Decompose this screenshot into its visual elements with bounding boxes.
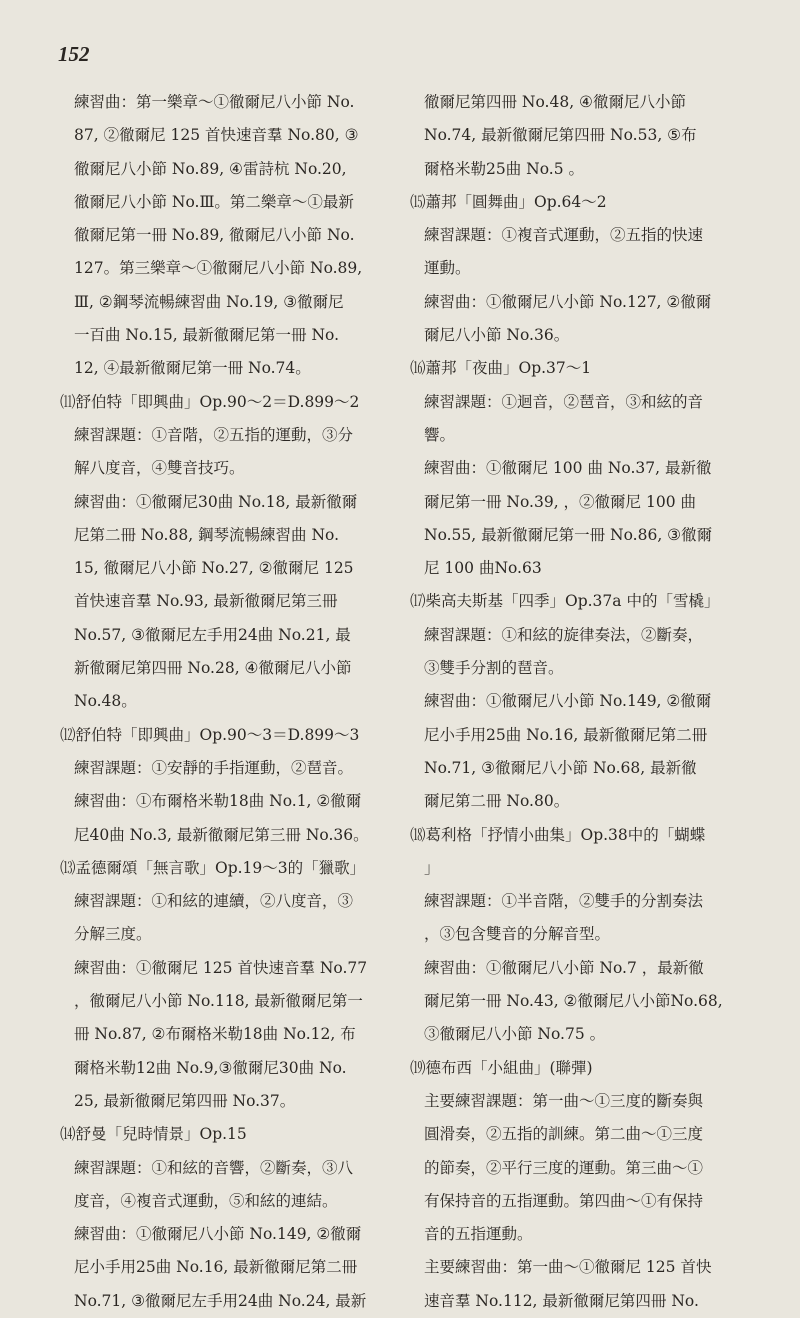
text-line: 」 bbox=[424, 858, 440, 877]
text-line: 的節奏，②平行三度的運動。第三曲～① bbox=[424, 1158, 704, 1177]
text-line: 練習課題：①迴音，②琶音，③和絃的音 bbox=[424, 392, 704, 411]
text-line: 解八度音，④雙音技巧。 bbox=[74, 459, 245, 478]
text-line: 練習曲：①徹爾尼30曲 No.18, 最新徹爾 bbox=[74, 492, 358, 511]
text-line: ，徹爾尼八小節 No.118, 最新徹爾尼第一 bbox=[74, 992, 363, 1011]
text-line: 練習曲：①布爾格米勒18曲 No.1, ②徹爾 bbox=[74, 792, 362, 811]
text-line: 徹爾尼八小節 No.89, ④雷詩杭 No.20, bbox=[74, 159, 347, 178]
text-line: 15, 徹爾尼八小節 No.27, ②徹爾尼 125 bbox=[74, 559, 354, 578]
text-line: 練習曲：①徹爾尼八小節 No.149, ②徹爾 bbox=[74, 1225, 362, 1244]
text-line: No.57, ③徹爾尼左手用24曲 No.21, 最 bbox=[74, 625, 351, 644]
text-line: No.55, 最新徹爾尼第一冊 No.86, ③徹爾 bbox=[424, 525, 713, 544]
text-line: ③徹爾尼八小節 No.75 。 bbox=[424, 1025, 606, 1044]
text-line: 運動。 bbox=[424, 259, 471, 278]
text-line: 練習課題：①半音階，②雙手的分割奏法 bbox=[424, 892, 704, 911]
text-line: 爾尼第一冊 No.39, ，②徹爾尼 100 曲 bbox=[424, 492, 696, 511]
text-line: ⒄柴高夫斯基「四季」Op.37a 中的「雪橇」 bbox=[410, 592, 720, 611]
text-line: 練習課題：①和絃的音響，②斷奏，③八 bbox=[74, 1158, 354, 1177]
text-line: 尼小手用25曲 No.16, 最新徹爾尼第二冊 bbox=[424, 725, 708, 744]
text-line: No.48。 bbox=[74, 692, 137, 711]
text-line: 音的五指運動。 bbox=[424, 1225, 533, 1244]
text-line: 徹爾尼第四冊 No.48, ④徹爾尼八小節 bbox=[424, 93, 686, 111]
text-line: 練習曲：①徹爾尼 125 首快速音羣 No.77 bbox=[74, 958, 368, 977]
text-line: 練習課題：①複音式運動，②五指的快速 bbox=[424, 226, 704, 245]
text-line: 圓滑奏，②五指的訓練。第二曲～①三度 bbox=[424, 1125, 704, 1144]
text-line: 主要練習課題：第一曲～①三度的斷奏與 bbox=[424, 1091, 704, 1110]
text-line: 爾格米勒12曲 No.9,③徹爾尼30曲 No. bbox=[74, 1058, 347, 1077]
text-line: 練習曲：①徹爾尼 100 曲 No.37, 最新徹 bbox=[424, 459, 712, 478]
text-line: 12, ④最新徹爾尼第一冊 No.74。 bbox=[74, 359, 311, 378]
text-line: 一百曲 No.15, 最新徹爾尼第一冊 No. bbox=[74, 326, 340, 345]
text-line: 練習課題：①和絃的連續，②八度音，③ bbox=[74, 892, 354, 911]
text-line: 新徹爾尼第四冊 No.28, ④徹爾尼八小節 bbox=[74, 659, 352, 678]
text-line: 徹爾尼第一冊 No.89, 徹爾尼八小節 No. bbox=[74, 226, 355, 245]
text-line: ⒀孟德爾頌「無言歌」Op.19～3的「獵歌」 bbox=[60, 858, 366, 877]
text-line: ③雙手分割的琶音。 bbox=[424, 659, 564, 678]
text-line: No.74, 最新徹爾尼第四冊 No.53, ⑤布 bbox=[424, 126, 697, 145]
text-line: 練習課題：①和絃的旋律奏法，②斷奏， bbox=[424, 625, 704, 644]
text-line: 練習曲：①徹爾尼八小節 No.127, ②徹爾 bbox=[424, 292, 712, 311]
text-line: 徹爾尼八小節 No.Ⅲ。第二樂章～①最新 bbox=[74, 192, 354, 211]
text-line: 首快速音羣 No.93, 最新徹爾尼第三冊 bbox=[74, 592, 338, 611]
text-line: ⒆德布西「小組曲」(聯彈) bbox=[410, 1058, 593, 1077]
text-line: 響。 bbox=[424, 425, 456, 444]
text-line: 練習課題：①安靜的手指運動，②琶音。 bbox=[74, 758, 354, 777]
left-column bbox=[60, 86, 382, 1318]
text-line: 練習曲：①徹爾尼八小節 No.149, ②徹爾 bbox=[424, 692, 712, 711]
text-line: 分解三度。 bbox=[74, 925, 152, 944]
text-line: 練習曲：①徹爾尼八小節 No.7 ，最新徹 bbox=[424, 958, 704, 977]
text-line: 87, ②徹爾尼 125 首快速音羣 No.80, ③ bbox=[74, 126, 359, 145]
text-line: 尼小手用25曲 No.16, 最新徹爾尼第二冊 bbox=[74, 1258, 358, 1277]
text-line: 主要練習曲：第一曲～①徹爾尼 125 首快 bbox=[424, 1258, 712, 1277]
text-line: ⑾舒伯特「即興曲」Op.90～2＝D.899～2 bbox=[60, 392, 360, 411]
text-line: 練習曲：第一樂章～①徹爾尼八小節 No. bbox=[74, 93, 355, 111]
text-line: 127。第三樂章～①徹爾尼八小節 No.89, bbox=[74, 259, 363, 278]
text-line: 尼 100 曲No.63 bbox=[424, 559, 542, 578]
text-line: 練習課題：①音階，②五指的運動，③分 bbox=[74, 425, 354, 444]
text-line: 爾尼第一冊 No.43, ②徹爾尼八小節No.68, bbox=[424, 992, 723, 1011]
text-line: 速音羣 No.112, 最新徹爾尼第四冊 No. bbox=[424, 1291, 699, 1310]
page-number: 152 bbox=[58, 42, 90, 66]
text-line: ⑿舒伯特「即興曲」Op.90～3＝D.899～3 bbox=[60, 725, 360, 744]
text-line: No.71, ③徹爾尼八小節 No.68, 最新徹 bbox=[424, 758, 697, 777]
text-line: 度音，④複音式運動，⑤和絃的連結。 bbox=[74, 1191, 338, 1210]
text-line: ⒂蕭邦「圓舞曲」Op.64～2 bbox=[410, 192, 607, 211]
text-line: ⒁舒曼「兒時情景」Op.15 bbox=[60, 1125, 247, 1144]
text-line: 有保持音的五指運動。第四曲～①有保持 bbox=[424, 1191, 704, 1210]
text-line: 爾格米勒25曲 No.5 。 bbox=[424, 159, 584, 178]
text-line: 25, 最新徹爾尼第四冊 No.37。 bbox=[74, 1091, 296, 1110]
text-line: Ⅲ, ②鋼琴流暢練習曲 No.19, ③徹爾尼 bbox=[74, 292, 344, 311]
right-column bbox=[410, 86, 755, 1318]
text-line: ⒃蕭邦「夜曲」Op.37～1 bbox=[410, 359, 592, 378]
text-line: ，③包含雙音的分解音型。 bbox=[424, 925, 611, 944]
text-line: 尼第二冊 No.88, 鋼琴流暢練習曲 No. bbox=[74, 525, 340, 544]
text-line: ⒅葛利格「抒情小曲集」Op.38中的「蝴蝶 bbox=[410, 825, 706, 844]
text-line: 冊 No.87, ②布爾格米勒18曲 No.12, 布 bbox=[74, 1025, 356, 1044]
text-line: 尼40曲 No.3, 最新徹爾尼第三冊 No.36。 bbox=[74, 825, 369, 844]
text-line: No.71, ③徹爾尼左手用24曲 No.24, 最新 bbox=[74, 1291, 367, 1310]
text-line: 爾尼八小節 No.36。 bbox=[424, 326, 570, 345]
text-line: 爾尼第二冊 No.80。 bbox=[424, 792, 570, 811]
